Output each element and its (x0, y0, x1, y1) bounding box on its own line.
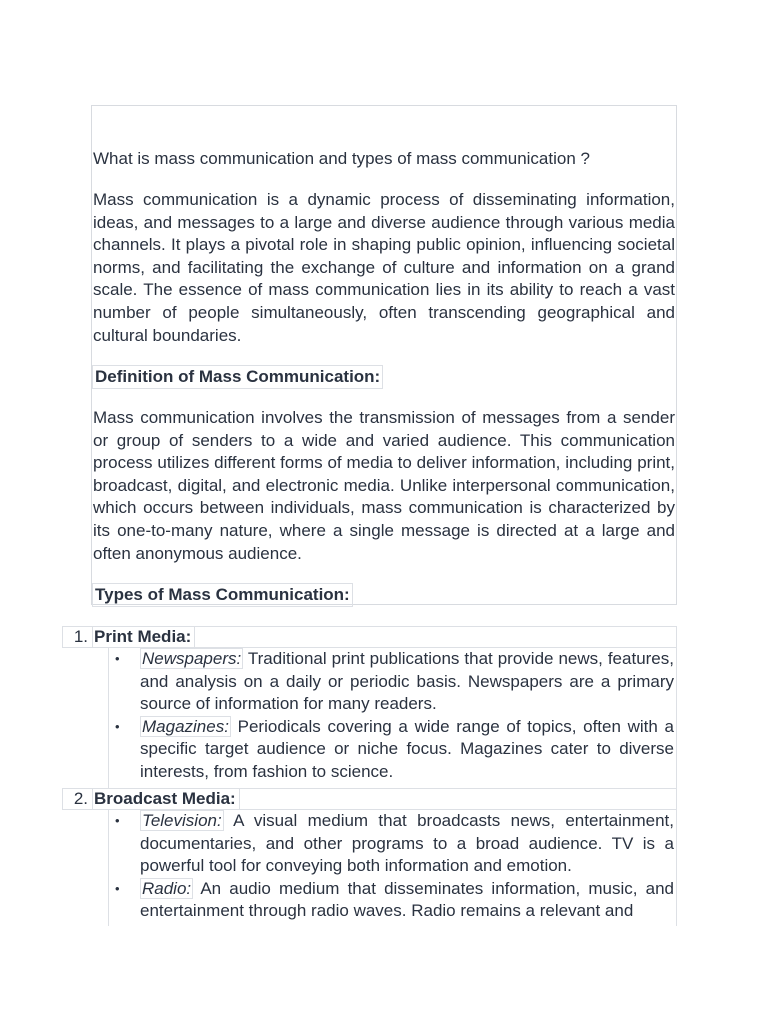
list-label: Broadcast Media: (94, 789, 240, 809)
list-item (109, 716, 676, 784)
term-label: Radio: (142, 878, 192, 898)
broadcast-media-sublist (108, 810, 677, 926)
types-heading: Types of Mass Communication: (92, 583, 353, 607)
list-number: 1. (63, 627, 93, 647)
definition-paragraph: Mass communication involves the transmission of messages from a sender or group of senders to a wide and varied audience. This communication process utilizes different forms of media to deliver information, including print, broadcast, digital, and electronic media. Unlike interpersonal communication, which occurs between individuals, mass communication is characterized by its one-to-many nature, where a single message is directed at a large and often anonymous audience. (93, 408, 675, 563)
item-description: Traditional print publications that provide news, features, and analysis on a daily or periodic basis. Newspapers are a primary source of information for many readers. (140, 649, 674, 714)
bullet-icon: • (115, 718, 120, 734)
term-label: Television: (142, 811, 222, 830)
list-item (109, 810, 676, 878)
term-label: Newspapers: (142, 649, 242, 668)
item-description: A visual medium that broadcasts news, entertainment, documentaries, and other programs to a broad audience. TV is a powerful tool for conveying both information and emotion. (140, 811, 674, 876)
term-label: Magazines: (142, 716, 229, 736)
bullet-icon: • (115, 880, 120, 896)
item-description: An audio medium that disseminates information, music, and entertainment through radio waves. Radio remains a relevant and (140, 878, 674, 921)
list-item-print-media (62, 626, 677, 648)
list-number: 2. (63, 789, 93, 809)
intro-paragraph: Mass communication is a dynamic process of disseminating information, ideas, and messages to a large and diverse audience through various media channels. It plays a pivotal role in shaping public opinion, influencing societal norms, and facilitating the exchange of culture and information on a grand scale. The essence of mass communication lies in its ability to reach a vast number of people simultaneously, often transcending geographical and cultural boundaries. (93, 190, 675, 345)
list-item (109, 878, 676, 923)
print-media-sublist (108, 648, 677, 788)
list-item-broadcast-media (62, 788, 677, 810)
item-description: Periodicals covering a wide range of topics, often with a specific target audience or niche focus. Magazines cater to diverse interests, from fashion to science. (140, 716, 674, 781)
definition-heading: Definition of Mass Communication: (92, 365, 383, 389)
bullet-icon: • (115, 651, 120, 666)
list-item (109, 648, 676, 716)
page-title: What is mass communication and types of mass communication ? (93, 149, 590, 168)
list-label: Print Media: (94, 627, 195, 647)
bullet-icon: • (115, 813, 120, 828)
